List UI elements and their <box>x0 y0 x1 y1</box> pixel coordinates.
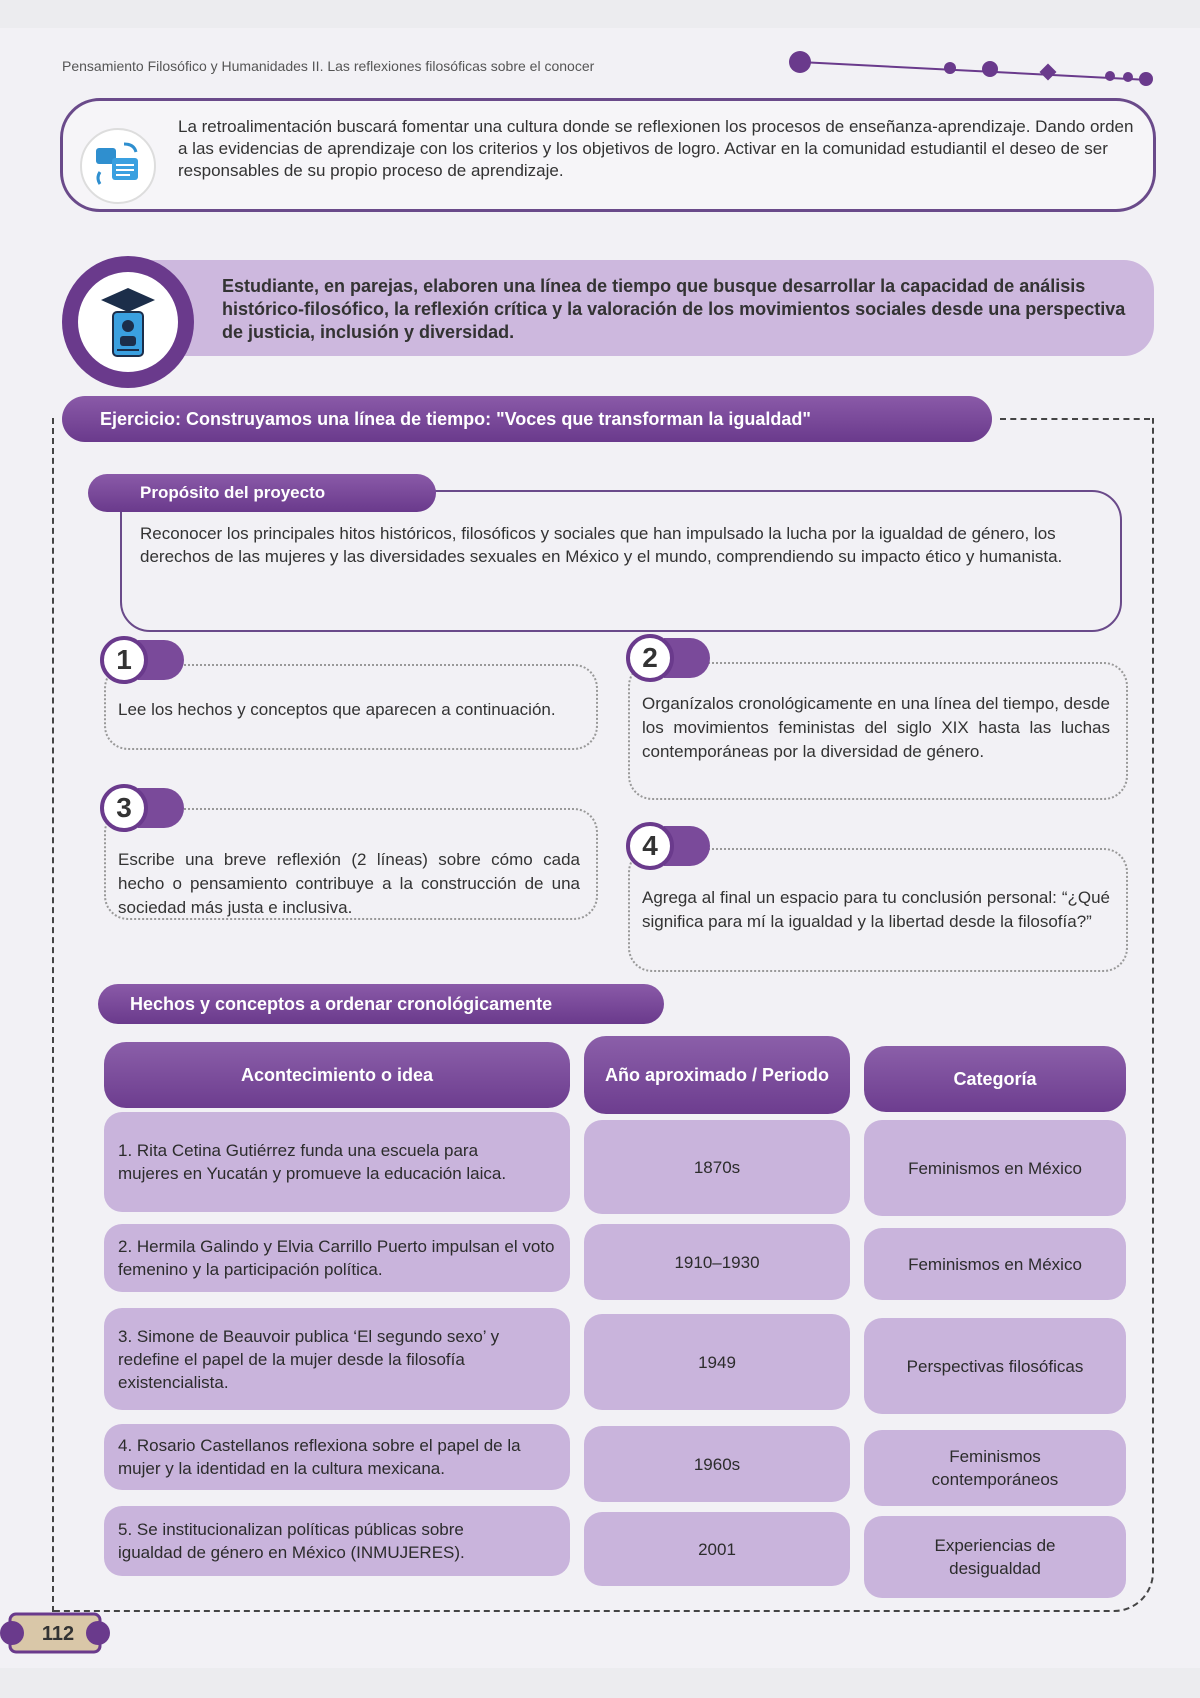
step-2-text: Organízalos cronológicamente en una línea del tiempo, desde los movimientos feministas del siglo XIX hasta las luchas contemporáneas por la diversidad de género. <box>642 694 1110 761</box>
purpose-title: Propósito del proyecto <box>140 483 326 502</box>
step-2-number: 2 <box>626 634 674 682</box>
table-title-pill <box>98 984 664 1024</box>
step-1-text: Lee los hechos y conceptos que aparecen a continuación. <box>118 700 556 719</box>
step-4-text: Agrega al final un espacio para tu conclusión personal: “¿Qué significa para mí la igualdad y la libertad desde la filosofía?” <box>642 888 1110 931</box>
step-4-number: 4 <box>626 822 674 870</box>
chat-exchange-icon <box>80 128 156 204</box>
table-row-2-event: 2. Hermila Galindo y Elvia Carrillo Puerto impulsan el voto femenino y la participación política. <box>104 1224 570 1292</box>
purpose-title-pill <box>88 474 436 512</box>
table-row-1-year: 1870s <box>584 1120 850 1214</box>
table-row-3-category: Perspectivas filosóficas <box>864 1318 1126 1414</box>
table-row-2-year: 1910–1930 <box>584 1224 850 1300</box>
purpose-text: Reconocer los principales hitos históricos, filosóficos y sociales que han impulsado la lucha por la igualdad de género, los derechos de las mujeres y las diversidades sexuales en México y el mundo, comprendiendo su impacto ético y humanista. <box>140 524 1063 566</box>
table-row-4-event: 4. Rosario Castellanos reflexiona sobre el papel de la mujer y la identidad en la cultura mexicana. <box>104 1424 570 1490</box>
exercise-title: Ejercicio: Construyamos una línea de tiempo: "Voces que transforman la igualdad" <box>100 408 811 429</box>
table-row-3-year: 1949 <box>584 1314 850 1410</box>
book-page <box>0 28 1200 1668</box>
step-3-number: 3 <box>100 784 148 832</box>
exercise-dashed-top <box>1000 418 1150 420</box>
table-row-4-year: 1960s <box>584 1426 850 1502</box>
graduate-tablet-icon <box>62 256 194 388</box>
feedback-text: La retroalimentación buscará fomentar una cultura donde se reflexionen los procesos de enseñanza-aprendizaje. Dando orden a las evidencias de aprendizaje con los criterios y los objetivos de logro. Activar en la comunidad estudiantil el deseo de ser responsables de su propio proceso de aprendizaje. <box>178 117 1134 180</box>
step-1-number: 1 <box>100 636 148 684</box>
header-decoration <box>780 50 1170 90</box>
table-row-1-category: Feminismos en México <box>864 1120 1126 1216</box>
table-row-5-category: Experiencias de desigualdad <box>864 1516 1126 1598</box>
page-number: 112 <box>41 1622 75 1645</box>
header-year: Año aproximado / Periodo <box>584 1036 850 1114</box>
header-category: Categoría <box>864 1046 1126 1112</box>
table-row-5-event: 5. Se institucionalizan políticas públicas sobre igualdad de género en México (INMUJERES). <box>104 1506 570 1576</box>
table-row-4-category: Feminismos contemporáneos <box>864 1430 1126 1506</box>
header-event: Acontecimiento o idea <box>104 1042 570 1108</box>
table-title: Hechos y conceptos a ordenar cronológicamente <box>130 993 553 1014</box>
task-instruction: Estudiante, en parejas, elaboren una línea de tiempo que busque desarrollar la capacidad de análisis histórico-filosófico, la reflexión crítica y la valoración de los movimientos sociales desde una perspectiva de justicia, inclusión y diversidad. <box>222 276 1126 342</box>
table-row-3-event: 3. Simone de Beauvoir publica ‘El segundo sexo’ y redefine el papel de la mujer desde la filosofía existencialista. <box>104 1308 570 1410</box>
running-header: Pensamiento Filosófico y Humanidades II. Las reflexiones filosóficas sobre el conocer <box>62 58 595 74</box>
table-row-1-event: 1. Rita Cetina Gutiérrez funda una escuela para mujeres en Yucatán y promueve la educación laica. <box>104 1112 570 1212</box>
step-3-text: Escribe una breve reflexión (2 líneas) sobre cómo cada hecho o pensamiento contribuye a la construcción de una sociedad más justa e inclusiva. <box>118 850 580 917</box>
table-row-5-year: 2001 <box>584 1512 850 1586</box>
table-row-2-category: Feminismos en México <box>864 1228 1126 1300</box>
